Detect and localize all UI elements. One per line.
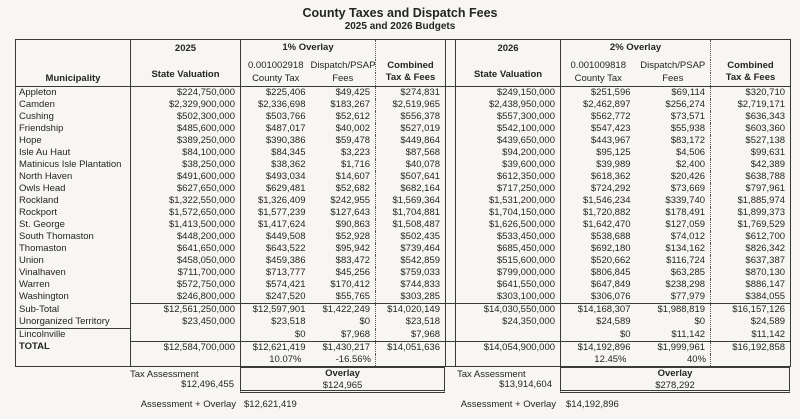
combined-2026-cell: $638,788 (711, 171, 791, 183)
combined-2025-cell: $542,859 (376, 255, 446, 267)
state-valuation-2025-cell: $448,200,000 (131, 231, 241, 243)
county-tax-2025-cell: $12,621,419 (241, 341, 311, 354)
state-valuation-2025-cell: $1,322,550,000 (131, 195, 241, 207)
municipality-cell: Rockport (19, 207, 58, 218)
combined-2026-cell: $527,138 (711, 135, 791, 147)
document-page (0, 6, 800, 412)
divider-cell (446, 329, 456, 342)
combined-2026-cell: $612,700 (711, 231, 791, 243)
state-valuation-2026-cell: $799,000,000 (496, 267, 556, 278)
tax-assessment-value-2025: $12,496,455 (181, 378, 234, 390)
table-row (16, 243, 791, 255)
county-tax-2026-cell: $1,546,234 (561, 195, 636, 207)
state-valuation-2025-cell: $1,572,650,000 (131, 207, 241, 219)
state-valuation-2025-cell: $38,250,000 (131, 159, 241, 171)
municipality-cell: Warren (19, 279, 50, 290)
combined-label-2026: Combined (727, 60, 774, 71)
county-tax-2026-cell: $39,989 (561, 159, 636, 171)
divider-cell (446, 147, 456, 159)
dispatch-fees-2025-cell: $59,478 (335, 135, 371, 146)
divider-cell (446, 195, 456, 207)
municipality-cell: Sub-Total (19, 303, 60, 315)
combined-2025-cell: $502,435 (376, 231, 446, 243)
county-tax-2025-cell: $643,522 (241, 243, 311, 255)
dispatch-fees-2025-cell: $83,472 (335, 255, 371, 266)
dispatch-psap-label-2025: Dispatch/PSAP (310, 60, 376, 71)
county-tax-2026-cell: $724,292 (561, 183, 636, 195)
table-row (16, 147, 791, 159)
state-valuation-2026-cell: $39,600,000 (502, 159, 556, 170)
combined-2025-cell: $744,833 (376, 279, 446, 291)
combined-label-2025: Combined (387, 60, 434, 71)
dispatch-fees-2025-cell: $95,942 (335, 243, 371, 254)
dispatch-fees-2025-cell: $1,422,249 (311, 304, 376, 317)
divider-cell (446, 354, 456, 367)
combined-2026-cell: $870,130 (711, 267, 791, 279)
combined-2025-cell: $7,968 (376, 329, 446, 342)
state-valuation-2026-cell: $533,450,000 (496, 231, 556, 242)
state-valuation-2025-cell: $485,600,000 (131, 123, 241, 135)
municipality-cell: Lincolnville (16, 329, 131, 342)
table-divider (446, 40, 456, 87)
combined-2025-cell: $14,051,636 (376, 341, 446, 354)
tax-assessment-label-2026: Tax Assessment (457, 368, 526, 380)
year-2026-label: 2026 (497, 43, 519, 54)
county-tax-label-2025: County Tax (241, 73, 311, 87)
municipality-rows (16, 87, 791, 367)
dispatch-fees-2025-cell: $242,955 (330, 195, 371, 206)
dispatch-fees-2025-cell: $0 (359, 316, 371, 328)
dispatch-fees-2025-cell: $52,928 (335, 231, 371, 242)
dispatch-fees-2025-cell: $49,425 (335, 87, 371, 98)
table-row (16, 159, 791, 171)
divider-cell (446, 341, 456, 354)
fees-label-2026: Fees (636, 73, 711, 87)
county-tax-2025-cell: $247,520 (241, 291, 311, 304)
divider-cell (446, 267, 456, 279)
dispatch-fees-2025-cell: $7,968 (340, 328, 371, 340)
county-tax-2025-cell: $503,766 (241, 111, 311, 123)
county-tax-2025-cell: $574,421 (241, 279, 311, 291)
combined-2025-cell: $449,864 (376, 135, 446, 147)
combined-2025-cell: $40,078 (376, 159, 446, 171)
dispatch-fees-2025-cell: $14,607 (335, 171, 371, 182)
dispatch-fees-2025-cell: $40,002 (335, 123, 371, 134)
state-valuation-2025-cell: $224,750,000 (131, 87, 241, 100)
state-valuation-2026-cell: $14,054,900,000 (456, 341, 561, 354)
divider-cell (446, 135, 456, 147)
dispatch-fees-2025-cell: $52,682 (335, 183, 371, 194)
municipality-cell: St. George (19, 219, 65, 230)
county-tax-2026-cell: $562,772 (561, 111, 636, 123)
dispatch-fees-2026-cell: $4,506 (675, 147, 706, 158)
dispatch-fees-2026-cell: $83,172 (670, 135, 706, 146)
municipality-cell (16, 354, 131, 367)
combined-2025-cell: $303,285 (376, 291, 446, 304)
state-valuation-2025-cell: $572,750,000 (131, 279, 241, 291)
county-tax-2025-cell: $84,345 (241, 147, 311, 159)
state-valuation-2026-cell: $2,438,950,000 (488, 99, 556, 110)
state-valuation-2025-cell: $246,800,000 (131, 291, 241, 304)
empty-cell (131, 354, 241, 367)
state-valuation-2026-cell: $717,250,000 (496, 183, 556, 194)
col-header-combined-2026 (711, 40, 791, 87)
divider-cell (446, 123, 456, 135)
state-valuation-2025-cell: $502,300,000 (131, 111, 241, 123)
combined-2026-cell: $1,885,974 (711, 195, 791, 207)
county-tax-2025-cell: $23,518 (241, 316, 311, 329)
county-tax-2026-cell: $547,423 (561, 123, 636, 135)
combined-2026-cell: $1,899,373 (711, 207, 791, 219)
unorganized-territory-row (16, 316, 791, 329)
county-tax-2025-cell: $1,577,239 (241, 207, 311, 219)
tax-fees-label-2025: Tax & Fees (385, 72, 436, 83)
table-row (16, 99, 791, 111)
table-row (16, 279, 791, 291)
table-row (16, 111, 791, 123)
state-valuation-2025-cell: $12,584,700,000 (131, 341, 241, 354)
state-valuation-2026-cell: $249,150,000 (496, 87, 556, 98)
combined-2026-cell: $826,342 (711, 243, 791, 255)
divider-cell (446, 243, 456, 255)
col-header-2025-state-valuation (131, 40, 241, 87)
col-header-1pct-overlay: 1% Overlay (241, 40, 376, 60)
table-header (16, 40, 791, 87)
col-header-combined-2025 (376, 40, 446, 87)
municipality-cell: Vinalhaven (19, 267, 66, 278)
dispatch-fees-2026-cell: $127,059 (665, 219, 706, 230)
state-valuation-2026-cell: $1,704,150,000 (488, 207, 556, 218)
state-valuation-2026-cell: $94,200,000 (502, 147, 556, 158)
combined-2025-cell: $87,568 (376, 147, 446, 159)
col-header-2026-state-valuation (456, 40, 561, 87)
combined-2026-cell: $886,147 (711, 279, 791, 291)
combined-2025-cell: $739,464 (376, 243, 446, 255)
combined-2026-cell: $637,387 (711, 255, 791, 267)
county-tax-2025-cell: $225,406 (241, 87, 311, 100)
divider-cell (446, 207, 456, 219)
municipality-cell: Cushing (19, 111, 54, 122)
dispatch-fees-2025-cell: $52,612 (335, 111, 371, 122)
divider-cell (446, 111, 456, 123)
divider-cell (446, 159, 456, 171)
lincolnville-row (16, 329, 791, 342)
combined-2026-cell: $11,142 (711, 329, 791, 342)
dispatch-fees-2026-cell: $1,999,961 (636, 341, 711, 354)
combined-2026-cell: $2,719,171 (711, 99, 791, 111)
dispatch-fees-2026-cell: $339,740 (665, 195, 706, 206)
state-valuation-2026-cell: $439,650,000 (496, 135, 556, 146)
combined-2026-cell: $603,360 (711, 123, 791, 135)
overlay-box-2025 (240, 367, 445, 393)
state-valuation-2025-cell: $2,329,900,000 (131, 99, 241, 111)
table-row (16, 171, 791, 183)
combined-2026-cell: $320,710 (711, 87, 791, 100)
tax-rate-2026: 0.001009818 (561, 60, 636, 73)
state-valuation-2025-cell: $84,100,000 (131, 147, 241, 159)
table-row (16, 291, 791, 304)
table-row (16, 183, 791, 195)
county-tax-2025-cell: $629,481 (241, 183, 311, 195)
county-tax-2026-cell: $251,596 (561, 87, 636, 100)
county-tax-2025-cell: $12,597,901 (241, 304, 311, 317)
state-valuation-2025-cell (131, 329, 241, 342)
table-row (16, 123, 791, 135)
municipality-cell: Friendship (19, 123, 64, 134)
county-tax-2026-cell: $14,192,896 (561, 341, 636, 354)
dispatch-fees-pct-2025: -16.56% (335, 353, 372, 365)
municipality-cell: North Haven (19, 171, 73, 182)
combined-2025-cell: $2,519,965 (376, 99, 446, 111)
table-row (16, 87, 791, 100)
state-valuation-2025-cell: $458,050,000 (131, 255, 241, 267)
county-tax-2025-cell: $390,386 (241, 135, 311, 147)
state-valuation-2026-cell: $557,300,000 (496, 111, 556, 122)
county-tax-2025-cell: $493,034 (241, 171, 311, 183)
dispatch-fees-2026-cell: $77,979 (670, 291, 706, 302)
combined-2025-cell: $527,019 (376, 123, 446, 135)
dispatch-fees-2026-cell: $134,162 (665, 243, 706, 254)
county-tax-2025-cell: $0 (241, 329, 311, 342)
county-tax-label-2026: County Tax (561, 73, 636, 87)
state-valuation-label-2025: State Valuation (151, 69, 220, 80)
municipality-cell: Appleton (19, 87, 57, 98)
empty-cell (711, 354, 791, 367)
combined-2025-cell: $507,641 (376, 171, 446, 183)
divider-cell (446, 255, 456, 267)
tax-assessment-value-2026: $13,914,604 (499, 378, 552, 390)
municipality-cell: Isle Au Haut (19, 147, 71, 158)
county-tax-2026-cell: $14,168,307 (561, 304, 636, 317)
combined-2025-cell: $1,508,487 (376, 219, 446, 231)
combined-2026-cell: $384,055 (711, 291, 791, 304)
dispatch-fees-2026-cell: $2,400 (675, 159, 706, 170)
divider-cell (446, 99, 456, 111)
state-valuation-2026-cell: $515,600,000 (496, 255, 556, 266)
county-tax-2026-cell: $95,125 (561, 147, 636, 159)
dispatch-fees-2026-cell: $238,298 (665, 279, 706, 290)
county-tax-2026-cell: $0 (561, 329, 636, 342)
tax-assessment-label-2025: Tax Assessment (130, 368, 199, 380)
state-valuation-2025-cell: $641,650,000 (131, 243, 241, 255)
dispatch-fees-2025-cell: $127,643 (330, 207, 371, 218)
fees-label-2025: Fees (311, 73, 376, 87)
combined-2026-cell: $42,389 (711, 159, 791, 171)
divider-cell (446, 279, 456, 291)
table-row (16, 135, 791, 147)
dispatch-fees-2026-cell: $11,142 (671, 328, 706, 340)
overlay-label-2026: Overlay (657, 367, 693, 379)
combined-2026-cell: $1,769,529 (711, 219, 791, 231)
dispatch-fees-2026-cell: $74,012 (670, 231, 706, 242)
state-valuation-2026-cell: $1,531,200,000 (488, 195, 556, 206)
state-valuation-2026-cell: $685,450,000 (496, 243, 556, 254)
dispatch-fees-2026-cell: $178,491 (665, 207, 706, 218)
combined-2025-cell: $274,831 (376, 87, 446, 100)
combined-2026-cell: $16,157,126 (711, 304, 791, 317)
divider-cell (446, 231, 456, 243)
municipality-cell: Owls Head (19, 183, 66, 194)
dispatch-fees-2025-cell: $1,430,217 (311, 341, 376, 354)
combined-2025-cell: $14,020,149 (376, 304, 446, 317)
municipality-cell: South Thomaston (19, 231, 94, 242)
combined-2025-cell: $682,164 (376, 183, 446, 195)
county-tax-2025-cell: $459,386 (241, 255, 311, 267)
county-tax-2026-cell: $520,662 (561, 255, 636, 267)
assessment-plus-overlay-label-2025: Assessment + Overlay (140, 398, 236, 410)
state-valuation-2026-cell: $14,030,550,000 (456, 304, 561, 317)
dispatch-psap-label-2026: Dispatch/PSAP (640, 60, 706, 71)
county-tax-2025-cell: $487,017 (241, 123, 311, 135)
combined-2026-cell: $636,343 (711, 111, 791, 123)
divider-cell (446, 291, 456, 304)
municipality-cell: Camden (19, 99, 55, 110)
assessment-plus-overlay-value-2026: $14,192,896 (566, 398, 619, 410)
table-row (16, 207, 791, 219)
county-tax-2025-cell: $1,417,624 (241, 219, 311, 231)
county-tax-2026-cell: $2,462,897 (561, 99, 636, 111)
overlay-value-2026: $278,292 (655, 379, 695, 391)
county-tax-table (15, 39, 791, 367)
county-tax-2026-cell: $1,720,882 (561, 207, 636, 219)
page-subtitle: 2025 and 2026 Budgets (344, 21, 456, 32)
state-valuation-2026-cell: $24,350,000 (502, 316, 556, 328)
combined-2026-cell: $797,961 (711, 183, 791, 195)
combined-2025-cell: $1,704,881 (376, 207, 446, 219)
combined-2025-cell: $556,378 (376, 111, 446, 123)
county-tax-2025-cell: $2,336,698 (241, 99, 311, 111)
state-valuation-2026-cell: $641,550,000 (496, 279, 556, 290)
state-valuation-2025-cell: $12,561,250,000 (131, 304, 241, 317)
dispatch-fees-pct-2026: 40% (687, 353, 707, 365)
state-valuation-2025-cell: $389,250,000 (131, 135, 241, 147)
empty-cell (376, 354, 446, 367)
county-tax-pct-2025: 10.07% (241, 354, 311, 367)
county-tax-2025-cell: $713,777 (241, 267, 311, 279)
dispatch-fees-2025-cell: $90,863 (335, 219, 371, 230)
combined-2025-cell: $1,569,364 (376, 195, 446, 207)
state-valuation-2025-cell: $491,600,000 (131, 171, 241, 183)
dispatch-fees-2026-cell: $73,571 (670, 111, 706, 122)
state-valuation-label-2026: State Valuation (473, 69, 543, 80)
dispatch-fees-2026-cell: $20,426 (670, 171, 706, 182)
dispatch-fees-2025-cell: $55,765 (335, 291, 371, 302)
dispatch-fees-2026-cell: $55,938 (670, 123, 706, 134)
dispatch-fees-2025-cell: $170,412 (330, 279, 371, 290)
county-tax-2026-cell: $692,180 (561, 243, 636, 255)
municipality-cell: Matinicus Isle Plantation (19, 159, 122, 170)
dispatch-fees-2026-cell: $63,285 (670, 267, 706, 278)
subtotal-row (16, 304, 791, 317)
table-row (16, 231, 791, 243)
overlay-box-2026 (560, 367, 790, 393)
dispatch-fees-2026-cell: $256,274 (665, 99, 706, 110)
dispatch-fees-2026-cell: $0 (694, 316, 706, 328)
divider-cell (446, 87, 456, 100)
state-valuation-2026-cell: $612,350,000 (496, 171, 556, 182)
col-header-2pct-overlay: 2% Overlay (561, 40, 711, 60)
overlay-label-2025: Overlay (325, 367, 360, 379)
dispatch-fees-2026-cell: $69,114 (671, 87, 706, 98)
state-valuation-2025-cell: $1,413,500,000 (131, 219, 241, 231)
municipality-cell: Hope (19, 135, 42, 146)
municipality-cell: Washington (19, 291, 69, 303)
municipality-cell: Unorganized Territory (19, 316, 110, 327)
state-valuation-2026-cell (456, 329, 561, 342)
state-valuation-2026-cell: $303,100,000 (496, 291, 556, 302)
county-tax-2025-cell: $38,362 (241, 159, 311, 171)
state-valuation-2026-cell: $542,100,000 (496, 123, 556, 134)
county-tax-pct-2026: 12.45% (561, 354, 636, 367)
combined-2025-cell: $23,518 (376, 316, 446, 329)
county-tax-2025-cell: $449,508 (241, 231, 311, 243)
county-tax-2026-cell: $806,845 (561, 267, 636, 279)
table-row (16, 219, 791, 231)
state-valuation-2025-cell: $23,450,000 (131, 316, 241, 329)
combined-2026-cell: $24,589 (711, 316, 791, 329)
table-row (16, 267, 791, 279)
state-valuation-2026-cell: $1,626,500,000 (488, 219, 556, 230)
state-valuation-2025-cell: $711,700,000 (131, 267, 241, 279)
overlay-value-2025: $124,965 (322, 379, 363, 391)
tax-rate-2025: 0.001002918 (241, 60, 311, 73)
divider-cell (446, 183, 456, 195)
county-tax-2026-cell: $24,589 (561, 316, 636, 329)
tax-fees-label-2026: Tax & Fees (725, 72, 776, 83)
total-row (16, 341, 791, 354)
municipality-cell: Thomaston (19, 243, 67, 254)
assessment-footer (15, 367, 790, 412)
combined-2026-cell: $99,631 (711, 147, 791, 159)
total-label: TOTAL (19, 341, 50, 353)
assessment-plus-overlay-value-2025: $12,621,419 (244, 398, 297, 410)
combined-2026-cell: $16,192,858 (711, 341, 791, 354)
dispatch-fees-2025-cell: $183,267 (330, 99, 371, 110)
year-2025-label: 2025 (174, 43, 197, 54)
county-tax-2026-cell: $306,076 (561, 291, 636, 304)
municipality-cell: Rockland (19, 195, 59, 206)
percent-change-row (16, 354, 791, 367)
county-tax-2026-cell: $1,642,470 (561, 219, 636, 231)
dispatch-fees-2026-cell: $1,988,819 (636, 304, 711, 317)
county-tax-2026-cell: $647,849 (561, 279, 636, 291)
divider-cell (446, 219, 456, 231)
divider-cell (446, 304, 456, 317)
table-row (16, 255, 791, 267)
county-tax-2026-cell: $538,688 (561, 231, 636, 243)
assessment-plus-overlay-label-2026: Assessment + Overlay (460, 398, 556, 410)
dispatch-fees-2026-cell: $116,724 (666, 255, 706, 266)
table-row (16, 195, 791, 207)
dispatch-fees-2026-cell: $73,669 (670, 183, 706, 194)
combined-2025-cell: $759,033 (376, 267, 446, 279)
dispatch-fees-2025-cell: $1,716 (340, 159, 371, 170)
county-tax-2026-cell: $618,362 (561, 171, 636, 183)
divider-cell (446, 171, 456, 183)
county-tax-2025-cell: $1,326,409 (241, 195, 311, 207)
divider-cell (446, 316, 456, 329)
col-header-municipality: Municipality (16, 40, 131, 87)
county-tax-2026-cell: $443,967 (561, 135, 636, 147)
state-valuation-2025-cell: $627,650,000 (131, 183, 241, 195)
municipality-cell: Union (19, 255, 44, 266)
empty-cell (456, 354, 561, 367)
dispatch-fees-2025-cell: $45,256 (335, 267, 371, 278)
page-title: County Taxes and Dispatch Fees (302, 6, 498, 20)
dispatch-fees-2025-cell: $3,223 (340, 147, 371, 158)
